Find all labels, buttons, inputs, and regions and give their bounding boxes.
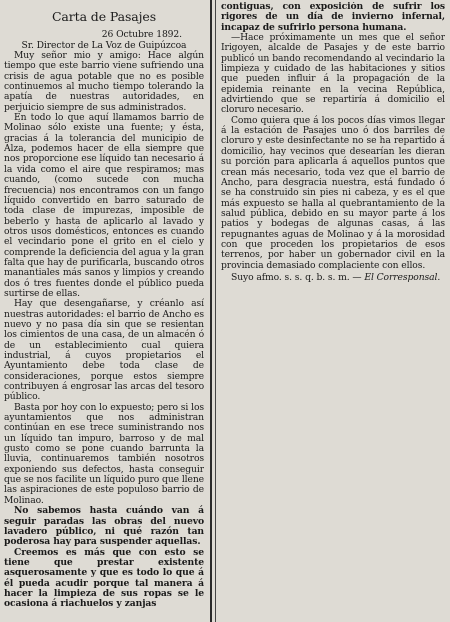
paragraph: Creemos es más que con esto se tiene que prestar existente asquerosamente y que es todo lo que á él pueda acudir porque tal manera á hacer la limpieza de sus ropas se le ocasiona á riachuelos y zanjas bbox=[4, 546, 204, 610]
left-column bbox=[4, 0, 204, 622]
article-title: Carta de Pasajes bbox=[51, 9, 157, 24]
paragraph: contiguas, con exposición de sufrir los rigores de un día de invierno infernal, incapaz de sufrirlo persona humana. bbox=[221, 2, 445, 33]
paragraph: En todo lo que aquí llamamos barrio de Molinao sólo existe una fuente; y ésta, gracias á la tolerancia del municipio de Alza, podemos hacer de ella siempre que nos proporcione ese líquido tan necesario á la vida como el aire que respiramos; mas cuando, (como sucede con mucha frecuencia) nos encontramos con un fango líquido convertido en barro saturado de toda clase de impurezas, imposible de beberlo y hasta de aplicarlo al lavado y otros usos domésticos, entonces es cuando el vecindario pone el grito en el cielo y comprende la deficiencia del agua y la gran falta que hay de purificarla, buscando otros manantiales más sanos y limpios y creando dos ó tres fuentes donde el público pueda surtirse de ellas. bbox=[4, 112, 204, 299]
paragraph: No sabemos hasta cuándo van á seguir paradas las obras del nuevo lavadero público, ni qué razón tan poderosa hay para suspender aquellas. bbox=[4, 505, 204, 548]
signoff: Suyo afmo. s. s. q. b. s. m. — bbox=[231, 271, 362, 283]
paragraph: —Hace próximamente un mes que el señor Irigoyen, alcalde de Pasajes y de este barrio publicó un bando recomendando al vecindario la limpieza y cuidado de las habitaciones y sitios que pueden influir á la propagación de la epidemia reinante en la vecina República, advirtiendo que se repartiría á domicilio el cloruro necesario. bbox=[221, 32, 445, 116]
addressee: Sr. Director de La Voz de Guipúzcoa bbox=[21, 39, 187, 51]
paragraph: Basta por hoy con lo expuesto; pero si los ayuntamientos que nos administran continúan en ese trece suministrando nos un líquido tan impuro, barroso y de mal gusto como se pone cuando barrunta la lluvia, continuaremos también nosotros exponiendo sus defectos, hasta conseguir que se nos facilite un líquido puro que llene las aspiraciones de este populoso barrio de Molinao. bbox=[4, 401, 204, 506]
signature: El Corresponsal. bbox=[364, 271, 441, 283]
paragraph: Como quiera que á los pocos días vimos llegar á la estación de Pasajes uno ó dos barriles de cloruro y este desinfectante no se ha repartido á domicilio, hay vecinos que desearían les dieran su porción para aplicarla á aquellos puntos que crean más necesario, toda vez que el barrio de Ancho, para desgracia nuestra, está fundado ó se ha construido sin pies ni cabeza, y es el que más expuesto se halla al quebrantamiento de la salud pública, debido en su mayor parte á los patios y bodegas de algunas casas, á las repugnantes aguas de Molinao y á la morosidad con que proceden los propietarios de esos terrenos, por haber un gobernador civil en la provincia demasiado complaciente con ellos. bbox=[221, 114, 445, 271]
article-date: 26 Octubre 1892. bbox=[101, 29, 182, 41]
column-divider-thin bbox=[215, 0, 216, 622]
paragraph: Muy señor mio y amigo: Hace algún tiempo que este barrio viene sufriendo una crisis de agua potable que no es posible continuemos al mucho tiempo tolerando la apatía de nuestras autoridades, en perjuicio siempre de sus administrados. bbox=[4, 50, 204, 113]
right-column bbox=[221, 2, 445, 622]
column-divider bbox=[210, 0, 212, 622]
signoff-line bbox=[221, 273, 445, 283]
paragraph: Hay que desengañarse, y créanlo así nuestras autoridades: el barrio de Ancho es nuevo y no pasa día sin que se resientan los cimientos de una casa, de un almacén ó de un establecimiento cual quiera industrial, á cuyos propietarios el Ayuntamiento debe toda clase de consideraciones, porque estos siempre contribuyen á engrosar las arcas del tesoro público. bbox=[4, 298, 204, 403]
